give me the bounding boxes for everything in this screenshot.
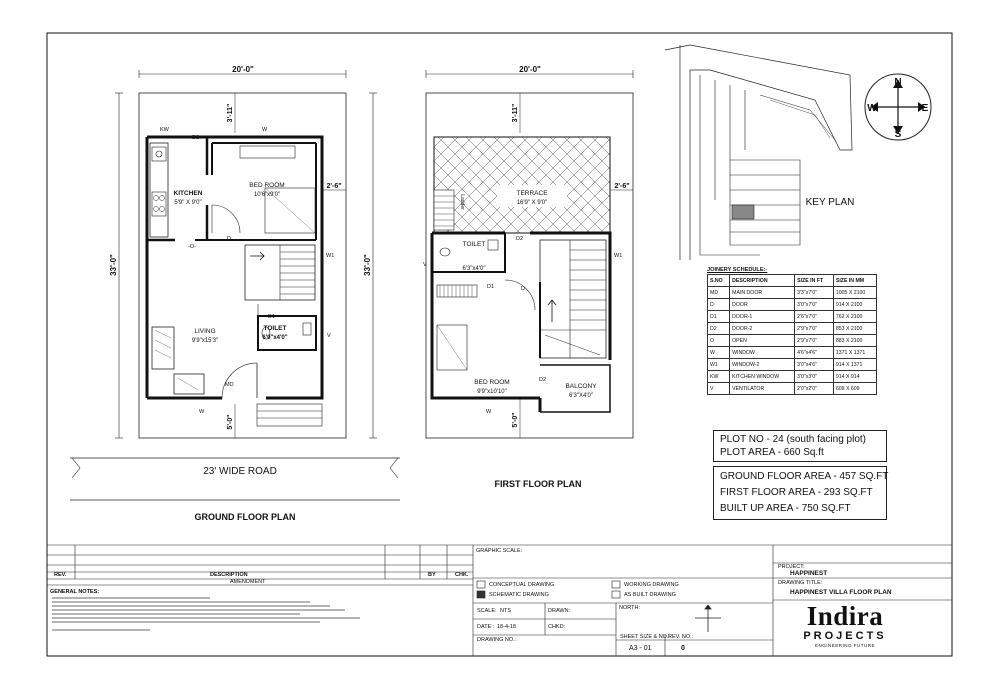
plot-number: PLOT NO - 24 (south facing plot) xyxy=(720,434,866,445)
gf-tag-w-front: W xyxy=(199,409,205,415)
tb-general-notes: GENERAL NOTES: xyxy=(50,589,100,595)
joinery-header: SIZE IN FT xyxy=(795,275,834,287)
area-info-box xyxy=(713,466,887,520)
gf-depth-dim-right: 33'-0" xyxy=(363,254,372,276)
joinery-schedule-table xyxy=(707,267,877,395)
compass-icon xyxy=(865,74,931,140)
joinery-cell: 914 X 914 xyxy=(833,371,876,383)
joinery-cell: KITCHEN WINDOW xyxy=(730,371,795,383)
joinery-cell: 762 X 2100 xyxy=(833,311,876,323)
joinery-cell: 1371 X 1371 xyxy=(833,347,876,359)
built-up-area: BUILT UP AREA - 750 SQ.FT xyxy=(720,503,851,514)
joinery-row xyxy=(708,383,877,395)
joinery-header: S.NO xyxy=(708,275,730,287)
tb-amendment: AMENDMENT xyxy=(230,579,266,585)
joinery-cell: WINDOW xyxy=(730,347,795,359)
first-floor-area: FIRST FLOOR AREA - 293 SQ.FT xyxy=(720,487,873,498)
joinery-row xyxy=(708,299,877,311)
tb-drawn: DRAWN: xyxy=(548,608,571,614)
tb-rev-value: 0 xyxy=(681,645,685,652)
joinery-row xyxy=(708,371,877,383)
gf-front-setback: 5'-0" xyxy=(227,414,234,430)
ff-terrace-label: TERRACE xyxy=(516,190,548,197)
gf-tag-v: V xyxy=(327,333,331,339)
tb-by: BY xyxy=(428,572,436,578)
joinery-header-row xyxy=(708,275,877,287)
gf-kitchen-size: 5'9" X 9'0" xyxy=(174,200,202,206)
joinery-header: DESCRIPTION xyxy=(730,275,795,287)
joinery-row xyxy=(708,287,877,299)
ff-bedroom-size: 9'9"x10'10" xyxy=(477,389,507,395)
tb-drawing-no: DRAWING NO.: xyxy=(477,637,517,643)
joinery-cell: DOOR-2 xyxy=(730,323,795,335)
ff-balcony-label: BALCONY xyxy=(565,383,597,390)
joinery-cell: VENTILATOR xyxy=(730,383,795,395)
gf-living-size: 9'9"x15'3" xyxy=(191,338,219,344)
tb-chk: CHK. xyxy=(455,572,469,578)
gf-tag-md: MD xyxy=(225,382,234,388)
tb-scale-label: SCALE: xyxy=(477,608,497,614)
joinery-cell: 3'3"x7'0" xyxy=(795,287,834,299)
ground-floor-area: GROUND FLOOR AREA - 457 SQ.FT xyxy=(720,471,889,482)
ff-tag-d2: D2 xyxy=(516,236,524,242)
tb-as-built: AS BUILT DRAWING xyxy=(624,592,676,598)
joinery-cell: 4'6"x4'6" xyxy=(795,347,834,359)
joinery-cell: KW xyxy=(708,371,730,383)
joinery-row xyxy=(708,359,877,371)
ff-tag-v: V xyxy=(423,262,427,268)
joinery-cell: V xyxy=(708,383,730,395)
gf-tag-o: -O- xyxy=(188,244,196,250)
joinery-cell: DOOR xyxy=(730,299,795,311)
joinery-row xyxy=(708,347,877,359)
tb-chkd: CHKD: xyxy=(548,624,566,630)
gf-kitchen-label: KITCHEN xyxy=(173,190,203,197)
joinery-cell: 853 X 2100 xyxy=(833,323,876,335)
tb-sheet-size: SHEET SIZE & NO.: xyxy=(620,634,671,640)
plot-info-box xyxy=(713,430,887,462)
tb-working: WORKING DRAWING xyxy=(624,582,679,588)
gf-toilet-size: 6'0"x4'0" xyxy=(262,335,288,341)
joinery-header: SIZE IN MM xyxy=(833,275,876,287)
gf-tag-d1: D1 xyxy=(268,314,276,320)
gf-title: GROUND FLOOR PLAN xyxy=(194,512,296,522)
key-plan xyxy=(665,45,931,260)
north-arrow-icon xyxy=(695,605,721,632)
key-plan-title: KEY PLAN xyxy=(805,197,855,208)
joinery-cell: D2 xyxy=(708,323,730,335)
ff-toilet-label: TOILET xyxy=(462,241,486,248)
road-label: 23' WIDE ROAD xyxy=(203,466,277,477)
joinery-cell: WINDOW-2 xyxy=(730,359,795,371)
gf-tag-d: D xyxy=(227,236,231,242)
ff-tag-w: W xyxy=(486,409,492,415)
tb-rev: REV. xyxy=(54,572,67,578)
compass-w: W xyxy=(867,103,877,114)
joinery-cell: W1 xyxy=(708,359,730,371)
first-floor-plan xyxy=(423,65,633,489)
ff-balcony-size: 6'3"X4'0" xyxy=(569,393,593,399)
ff-tag-w1: W1 xyxy=(614,253,623,259)
ff-bedroom-label: BED ROOM xyxy=(474,379,510,386)
ff-title: FIRST FLOOR PLAN xyxy=(494,479,582,489)
gf-side-setback: 2'-6" xyxy=(326,183,342,190)
tb-graphic-scale: GRAPHIC SCALE: xyxy=(476,548,523,554)
gf-depth-dim: 33'-0" xyxy=(109,254,118,276)
joinery-cell: 2'9"x7'0" xyxy=(795,335,834,347)
compass-n: N xyxy=(894,77,902,88)
joinery-cell: 914 X 2100 xyxy=(833,299,876,311)
tb-schematic: SCHEMATIC DRAWING xyxy=(489,592,549,598)
gf-tag-d2: D2 xyxy=(192,135,200,141)
tb-sheet-value: A3 - 01 xyxy=(629,645,652,652)
joinery-cell: 1005 X 2100 xyxy=(833,287,876,299)
joinery-cell: D xyxy=(708,299,730,311)
ff-terrace-size: 16'9" X 9'0" xyxy=(516,200,548,206)
joinery-cell: DOOR-1 xyxy=(730,311,795,323)
joinery-cell: 609 X 609 xyxy=(833,383,876,395)
joinery-cell: 914 X 1371 xyxy=(833,359,876,371)
ground-floor-plan xyxy=(70,65,400,522)
logo-tag: ENGINEERING FUTURE xyxy=(814,643,875,648)
joinery-row xyxy=(708,323,877,335)
joinery-cell: 2'0"x2'0" xyxy=(795,383,834,395)
tb-date-label: DATE : xyxy=(477,624,495,630)
gf-bedroom-size: 10'6"x9'0" xyxy=(253,192,281,198)
tb-north: NORTH: xyxy=(619,605,640,611)
joinery-cell: 2'6"x7'0" xyxy=(795,311,834,323)
gf-width-dim: 20'-0" xyxy=(232,65,254,74)
tb-conceptual: CONCEPTUAL DRAWING xyxy=(489,582,555,588)
gf-tag-w: W xyxy=(262,127,268,133)
ff-side-setback: 2'-6" xyxy=(614,183,630,190)
joinery-cell: MD xyxy=(708,287,730,299)
tb-project-label: PROJECT: xyxy=(778,564,805,570)
joinery-cell: D1 xyxy=(708,311,730,323)
ff-width-dim: 20'-0" xyxy=(519,65,541,74)
tb-rev-no: REV. NO.: xyxy=(668,634,694,640)
joinery-row xyxy=(708,311,877,323)
plot-area: PLOT AREA - 660 Sq.ft xyxy=(720,447,824,458)
tb-drawing-title-label: DRAWING TITLE: xyxy=(778,580,823,586)
joinery-cell: 3'0"x3'0" xyxy=(795,371,834,383)
joinery-cell: MAIN DOOR xyxy=(730,287,795,299)
joinery-cell: 2'9"x7'0" xyxy=(795,323,834,335)
joinery-cell: W xyxy=(708,347,730,359)
joinery-cell: 3'0"x7'0" xyxy=(795,299,834,311)
ff-toilet-size: 6'3"x4'0" xyxy=(462,266,486,272)
tb-project: HAPPINEST xyxy=(790,570,828,577)
compass-s: S xyxy=(894,129,902,140)
logo-main: Indira xyxy=(806,601,884,631)
ff-ladder-label: Ladder xyxy=(459,194,465,210)
gf-toilet-label: TOILET xyxy=(263,325,287,332)
joinery-cell: OPEN xyxy=(730,335,795,347)
joinery-caption: JOINERY SCHEDULE:- xyxy=(707,267,768,273)
joinery-row xyxy=(708,335,877,347)
gf-rear-setback: 3'-11" xyxy=(227,103,234,123)
joinery-cell: 883 X 2100 xyxy=(833,335,876,347)
general-notes-lines xyxy=(52,598,360,630)
joinery-cell: O xyxy=(708,335,730,347)
tb-description: DESCRIPTION xyxy=(210,572,248,578)
joinery-cell: 3'0"x4'6" xyxy=(795,359,834,371)
logo-sub: PROJECTS xyxy=(803,630,887,642)
compass-e: E xyxy=(921,103,929,114)
ff-front-setback: 5'-0" xyxy=(512,412,519,428)
company-logo xyxy=(800,602,890,654)
tb-drawing-title: HAPPINEST VILLA FLOOR PLAN xyxy=(790,589,892,596)
tb-scale-value: NTS xyxy=(500,608,511,614)
ff-tag-d: D xyxy=(521,286,525,292)
ff-tag-d1: D1 xyxy=(487,284,495,290)
gf-bedroom-label: BED ROOM xyxy=(249,182,285,189)
tb-date-value: 18-4-18 xyxy=(497,624,516,630)
ff-rear-setback: 3'-11" xyxy=(512,103,519,123)
ff-tag-d2b: D2 xyxy=(539,377,547,383)
gf-tag-kw: KW xyxy=(160,127,169,133)
gf-tag-w1: W1 xyxy=(326,253,335,259)
gf-living-label: LIVING xyxy=(194,328,216,335)
